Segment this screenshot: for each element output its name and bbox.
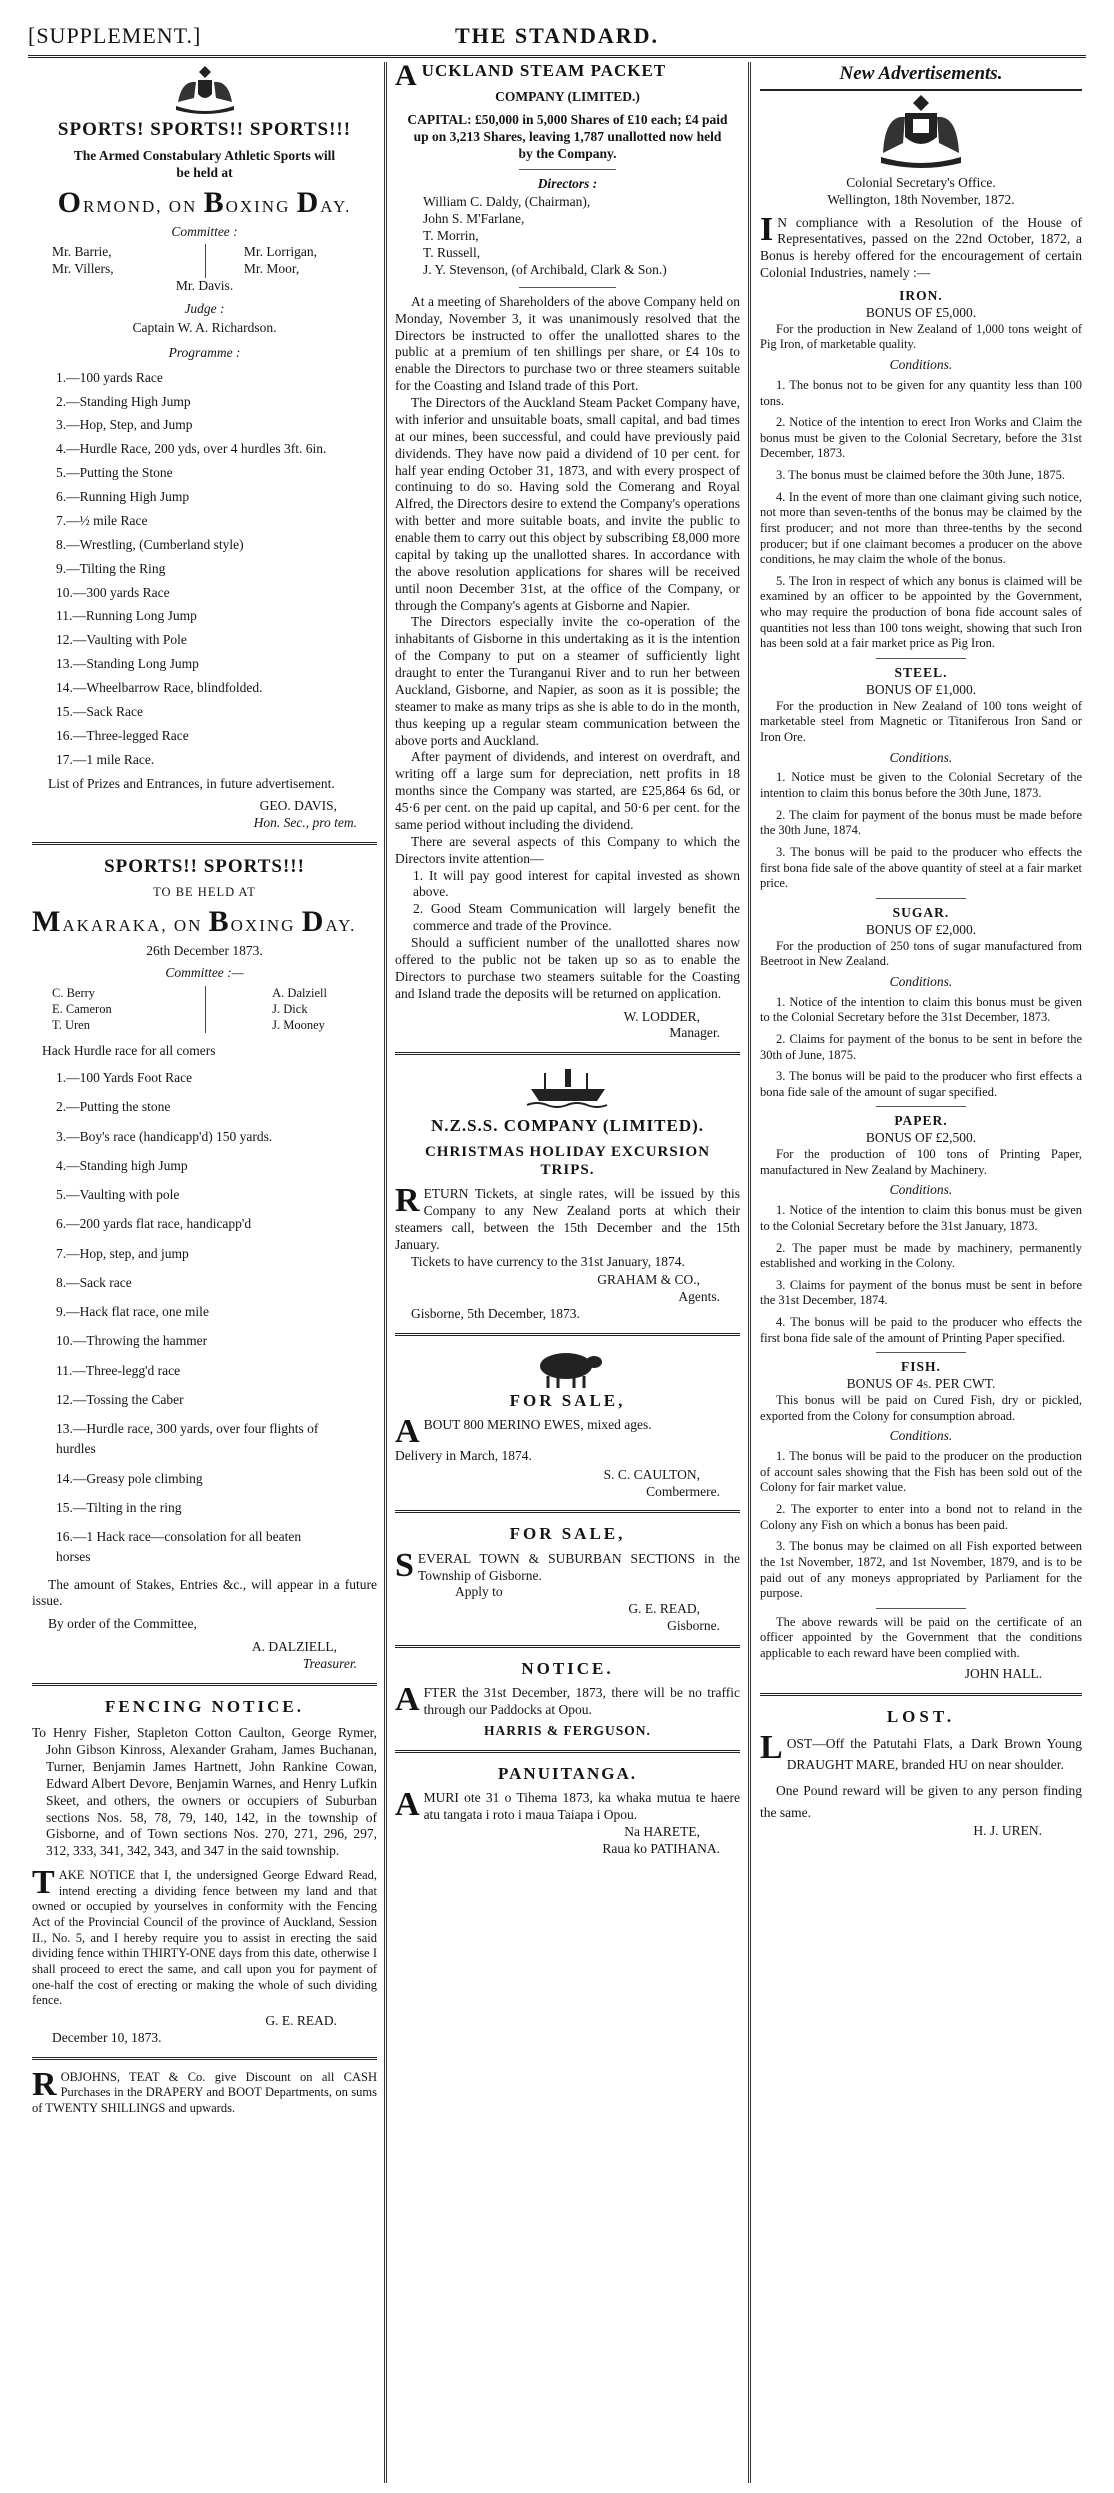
committee-member: J. Mooney [272, 1017, 325, 1032]
condition-item: 3. The bonus may be claimed on all Fish exported between the 1st November, 1872, and 1st November, 1879, and is to be paid out of any moneys appropriated by Parliament for the purpose. [760, 1539, 1082, 1601]
steel-bonus: BONUS OF £1,000. [865, 681, 977, 697]
director: William C. Daldy, (Chairman), [423, 194, 591, 210]
steam-item: 2. Good Steam Communication will largely benefit the commerce and trade of the Province. [413, 901, 740, 934]
conditions-label: Conditions. [889, 1182, 953, 1198]
signature-title: Agents. [678, 1289, 720, 1305]
condition-item: 1. The bonus will be paid to the producer on the production of account sales showing that the Fish has been sold out of the Colony for fair market value. [760, 1449, 1082, 1495]
condition-item: 3. The bonus will be paid to the producer who effects the first bona fide sale of the above quantity of steel at a fair market price. [760, 844, 1082, 891]
event-item: 3.—Hop, Step, and Jump [56, 417, 193, 433]
steam-paragraph: There are several aspects of this Company to which the Directors invite attention— [395, 833, 740, 866]
nzss-body2: Tickets to have currency to the 31st January, 1874. [411, 1253, 685, 1269]
judge-name: Captain W. A. Richardson. [132, 319, 277, 335]
event-item: 10.—Throwing the hammer [56, 1333, 208, 1349]
divider [395, 1510, 740, 1513]
sugar-bonus: BONUS OF £2,000. [865, 921, 977, 937]
director: J. Y. Stevenson, (of Archibald, Clark & Son.) [423, 261, 667, 277]
signature: Raua ko PATIHANA. [602, 1840, 720, 1856]
committee-member: Mr. Barrie, [52, 244, 112, 260]
office-name: Colonial Secretary's Office. [846, 174, 996, 190]
steam-subtitle: COMPANY (LIMITED.) [495, 89, 640, 104]
committee-left [52, 986, 112, 1033]
forsale2-title: FOR SALE, [509, 1524, 626, 1544]
lost-body [760, 1728, 1082, 1776]
robjohns-text: OBJOHNS, TEAT & Co. give Discount on all CASH Purchases in the DRAPERY and BOOT Departments, on sums of TWENTY SHILLINGS and upwards. [32, 2069, 377, 2115]
event-item: 7.—½ mile Race [56, 512, 148, 528]
fencing-date: December 10, 1873. [52, 2029, 162, 2045]
condition-item: 2. The paper must be made by machinery, permanently established and working in the Colony. [760, 1240, 1082, 1271]
office-date: Wellington, 18th November, 1872. [827, 191, 1015, 207]
panuitanga-title: PANUITANGA. [498, 1763, 637, 1783]
event-item: 11.—Three-legg'd race [56, 1362, 181, 1378]
committee-member: Mr. Davis. [175, 278, 234, 294]
nzss-title: N.Z.S.S. COMPANY (LIMITED). [430, 1116, 705, 1136]
sports1-note: List of Prizes and Entrances, in future advertisement. [48, 775, 335, 791]
event-item: 7.—Hop, step, and jump [56, 1245, 189, 1261]
location-text: OXING [225, 196, 291, 216]
steam-title [395, 62, 740, 92]
column-2 [395, 62, 740, 2483]
signature: Na HARETE, [624, 1823, 700, 1839]
committee-member: E. Cameron [52, 1001, 112, 1016]
condition-item: 2. The claim for payment of the bonus must be made before the 30th June, 1874. [760, 807, 1082, 838]
event-item: 1.—100 yards Race [56, 369, 163, 385]
signature: W. LODDER, [623, 1008, 700, 1024]
fencing-title: FENCING NOTICE. [105, 1696, 304, 1716]
committee-member: C. Berry [52, 986, 96, 1001]
directors-list [395, 194, 740, 278]
condition-item: 4. In the event of more than one claimant giving such notice, not more than seven-tenths of the bonus may be claimed by the first producer; and not more than three-tenths by the second producer; but if one claimant becomes a producer on the above conditions, he may claim the whole of the bonus. [760, 489, 1082, 567]
committee-right [272, 986, 357, 1033]
directors-label: Directors : [537, 175, 598, 191]
drop-cap: A [395, 1681, 420, 1719]
event-item: 15.—Sack Race [56, 703, 143, 719]
notice-body [395, 1681, 740, 1719]
forsale1-body2: Delivery in March, 1874. [395, 1447, 532, 1463]
event-item: 5.—Putting the Stone [56, 465, 173, 481]
location-text: OXING [230, 915, 296, 935]
conditions-label: Conditions. [889, 357, 953, 372]
event-item: 6.—Running High Jump [56, 489, 190, 504]
committee-left [52, 244, 114, 278]
event-item: 8.—Wrestling, (Cumberland style) [56, 536, 244, 552]
steam-paragraph: The Directors of the Auckland Steam Packet Company have, with inferior and unsuitable boats, small capital, and bad times at our mines, been successful, and could have previously paid dividends. They have now paid a dividend of 10 per cent. for half year ending October 31, 1873, and with every prospect of continuing to do so. Having sold the Comerang and Royal Alfred, the Directors desire to extend the Company's operations with better and more suitable boats, and invite the public to enable them to carry out this object by subscribing £8,000 more capital by taking up the unallotted shares. In accordance with the above resolution applications for shares will be received until noon December 31st, at the office of the Company, or through the Company's agents at Gisborne and Napier. [395, 395, 740, 613]
condition-item: 2. The exporter to enter into a bond not to reland in the Colony any Fish on which a bonus has been paid. [760, 1502, 1082, 1532]
steam-capital: CAPITAL: £50,000 in 5,000 Shares of £10 each; £4 paid up on 3,213 Shares, leaving 1,787 unallotted now held by the Company. [407, 111, 728, 161]
fish-conditions [760, 1449, 1082, 1602]
divider [395, 1333, 740, 1336]
fencing-notice [32, 1864, 377, 2009]
forsale1-title: FOR SALE, [509, 1391, 626, 1410]
forsale2-body [395, 1546, 740, 1585]
paper-desc: For the production of 100 tons of Printing Paper, manufactured in New Zealand by Machinery. [760, 1147, 1082, 1177]
fish-bonus: BONUS OF 4s. PER CWT. [846, 1376, 996, 1392]
event-item: 5.—Vaulting with pole [56, 1187, 180, 1202]
lost-text: OST—Off the Patutahi Flats, a Dark Brown Young DRAUGHT MARE, branded HU on near shoulder. [786, 1735, 1082, 1773]
signature: G. E. READ. [265, 2012, 337, 2028]
drop-cap: A [395, 62, 418, 92]
location-text: RMOND, ON [82, 196, 198, 216]
fish-desc: This bonus will be paid on Cured Fish, dry or pickled, exported from the Colony for consumption abroad. [760, 1393, 1082, 1423]
nzss-body [395, 1182, 740, 1254]
signature: H. J. UREN. [973, 1823, 1042, 1839]
signature: GEO. DAVIS, [259, 798, 337, 814]
signature-title: Combermere. [646, 1483, 720, 1499]
condition-item: 4. The bonus will be paid to the producer who effects the first bona fide sale of the amount of Printing Paper specified. [760, 1315, 1082, 1345]
divider [395, 1645, 740, 1648]
sports1-committee [32, 244, 377, 278]
divider [519, 169, 616, 170]
condition-item: 3. The bonus will be paid to the producer who first effects a bona fide sale of the amount of sugar specified. [760, 1069, 1082, 1099]
event-item: 2.—Putting the stone [56, 1099, 171, 1115]
steel-conditions [760, 770, 1082, 891]
condition-item: 2. Notice of the intention to erect Iron Works and Claim the bonus must be given to the Colonial Secretary, before the 31st December, 1873. [760, 415, 1082, 461]
signature: JOHN HALL. [964, 1665, 1042, 1681]
iron-conditions [760, 378, 1082, 652]
steel-desc: For the production in New Zealand of 100 tons weight of marketable steel from Magnetic or Titaniferous Iron Sand or Iron Ore. [760, 698, 1082, 744]
column-3 [760, 62, 1082, 2483]
steam-paragraph: The Directors especially invite the co-operation of the inhabitants of Gisborne in this undertaking as it is the intention of the Company to put on a steamer of sufficiently light draught to enter the Turanganui River and to run her between Auckland, Gisborne, and Napier, as soon as it is possible; the steamer to make as many trips as she is able to do in the month, thus keeping up a regular steam communication between the above ports and Auckland. [395, 614, 740, 748]
event-item: 6.—200 yards flat race, handicapp'd [56, 1216, 252, 1232]
divider [876, 898, 966, 899]
signature: G. E. READ, [628, 1601, 700, 1617]
committee-right [244, 244, 357, 278]
committee-member: Mr. Lorrigan, [243, 244, 317, 260]
director: T. Morrin, [423, 228, 479, 244]
bonus-intro-text: N compliance with a Resolution of the House of Representatives, passed on the 22nd October, 1872, a Bonus is hereby offered for the encouragement of certain Colonial Industries, namely :— [760, 214, 1082, 281]
supplement-label: [SUPPLEMENT.] [28, 23, 202, 48]
event-item: 11.—Running Long Jump [56, 608, 197, 624]
masthead [28, 22, 1086, 54]
event-item: 16.—1 Hack race—consolation for all beaten horses [56, 1529, 302, 1565]
divider [876, 1352, 966, 1353]
column-divider-1 [384, 62, 387, 2483]
sports2-title: SPORTS!! SPORTS!!! [104, 856, 305, 878]
event-item: 9.—Hack flat race, one mile [56, 1304, 209, 1319]
event-item: 17.—1 mile Race. [56, 751, 155, 767]
drop-cap: A [395, 1786, 420, 1824]
divider [395, 1750, 740, 1753]
sports2-events [32, 1068, 377, 1568]
drop-cap: M [32, 904, 63, 938]
drop-cap: I [760, 210, 774, 248]
committee-member: Mr. Moor, [243, 261, 300, 277]
forsale2-text: EVERAL TOWN & SUBURBAN SECTIONS in the Township of Gisborne. [417, 1550, 740, 1583]
coat-of-arms-icon [170, 62, 240, 114]
event-item: 13.—Hurdle race, 300 yards, over four flights of hurdles [56, 1421, 319, 1457]
condition-item: 5. The Iron in respect of which any bonus is claimed will be examined by an officer to be appointed by the Government, who may require the production of bona fide account sales of quantities not less than 100 tons weight, showing that such Iron has been sold at a fair market price as Pig Iron. [760, 573, 1082, 651]
location-text: AY. [320, 196, 352, 216]
programme-label: Programme : [168, 344, 241, 360]
steam-paragraph: After payment of dividends, and interest on overdraft, and writing off a large sum for depreciation, nett profits in 18 months since the Company was started, are £25,864 6s 6d, or 45·6 per cent. on the paid up capital, and 50·6 per cent. for the same period without including the dividend. [395, 749, 740, 832]
sports1-intro: The Armed Constabulary Athletic Sports will be held at [73, 147, 336, 180]
event-item: 12.—Vaulting with Pole [56, 632, 187, 648]
iron-bonus: BONUS OF £5,000. [865, 304, 977, 320]
panuitanga-text: MURI ote 31 o Tihema 1873, ka whaka mutua te haere atu tangata i roto i maua Taiapa i Opou. [423, 1790, 740, 1823]
director: John S. M'Farlane, [423, 211, 525, 227]
committee-member: J. Dick [272, 1001, 308, 1016]
column-1 [32, 62, 377, 2483]
signature: HARRIS & FERGUSON. [484, 1723, 651, 1739]
robjohns-notice [32, 2065, 377, 2117]
divider [876, 1106, 966, 1107]
divider [32, 842, 377, 845]
lost-reward: One Pound reward will be given to any person finding the same. [760, 1782, 1082, 1820]
condition-item: 1. The bonus not to be given for any quantity less than 100 tons. [760, 377, 1082, 408]
conditions-label: Conditions. [889, 973, 953, 989]
masthead-rule [28, 55, 1086, 58]
event-item: 10.—300 yards Race [56, 584, 170, 600]
event-item: 8.—Sack race [56, 1274, 132, 1290]
conditions-label: Conditions. [889, 1428, 953, 1444]
sports2-order: By order of the Committee, [48, 1616, 197, 1632]
event-item: 15.—Tilting in the ring [56, 1499, 182, 1515]
divider [760, 1693, 1082, 1696]
director: T. Russell, [423, 245, 481, 260]
new-advertisements-header: New Advertisements. [760, 62, 1082, 91]
drop-cap: L [760, 1728, 783, 1766]
conditions-label: Conditions. [889, 749, 953, 765]
sports2-date: 26th December 1873. [146, 942, 263, 958]
drop-cap: O [57, 185, 83, 219]
steam-paragraph: Should a sufficient number of the unallotted shares now offered to the public not be taken up so as to enable the Directors to purchase two steamers suitable for the Coasting and Island trade the deposits will be returned on application. [395, 935, 740, 1001]
steamship-icon [525, 1065, 611, 1111]
fencing-notice-text: AKE NOTICE that I, the undersigned George Edward Read, intend erecting a dividing fence between my land and that owned or occupied by yourselves in conformity with the Fencing Act of the Provincial Council of the province of Auckland, Session II., No. 5, and I hereby require you to assist in erecting the said dividing fence within THIRTY-ONE days from this date, otherwise I shall proceed to erect the same, and call upon you for payment of one-half the cost of erecting or making the whole of such dividing fence. [32, 1868, 377, 2008]
sugar-conditions [760, 995, 1082, 1101]
forsale1-text: BOUT 800 MERINO EWES, mixed ages. [423, 1417, 652, 1433]
sports2-committee-label: Committee :— [165, 965, 244, 981]
signature-title: Manager. [669, 1025, 720, 1041]
event-item: 12.—Tossing the Caber [56, 1391, 184, 1407]
divider [876, 658, 966, 659]
divider [32, 1683, 377, 1686]
steam-item: 1. It will pay good interest for capital invested as shown above. [413, 867, 740, 900]
condition-item: 1. Notice must be given to the Colonial Secretary of the intention to claim this bonus before the 30th June, 1873. [760, 770, 1082, 800]
event-item: 13.—Standing Long Jump [56, 656, 199, 672]
sports1-location [32, 185, 377, 219]
signature-title: Treasurer. [302, 1656, 357, 1671]
drop-cap: R [32, 2065, 57, 2103]
condition-item: 1. Notice of the intention to claim this bonus must be given to the Colonial Secretary before the 31st December, 1873. [760, 994, 1082, 1025]
paper-bonus: BONUS OF £2,500. [865, 1130, 977, 1146]
steel-title: STEEL. [894, 664, 948, 680]
lost-title: LOST. [886, 1706, 956, 1726]
steam-title-text: UCKLAND STEAM PACKET [421, 62, 667, 80]
sugar-title: SUGAR. [892, 904, 950, 920]
signature-title: Hon. Sec., pro tem. [253, 815, 357, 831]
condition-item: 1. Notice of the intention to claim this bonus must be given to the Colonial Secretary before the 31st January, 1873. [760, 1203, 1082, 1233]
forsale2-apply: Apply to [455, 1584, 503, 1600]
sheep-icon [530, 1346, 606, 1390]
condition-item: 3. Claims for payment of the bonus must be sent in before the 31st December, 1874. [760, 1277, 1082, 1308]
newspaper-title: THE STANDARD. [454, 23, 660, 48]
event-item: 1.—100 Yards Foot Race [56, 1070, 193, 1085]
event-item: 2.—Standing High Jump [56, 393, 191, 409]
event-item: 4.—Hurdle Race, 200 yds, over 4 hurdles 3ft. 6in. [56, 441, 327, 457]
drop-cap: A [395, 1413, 420, 1451]
bonus-closing: The above rewards will be paid on the certificate of an officer appointed by the Government that the conditions applicable to each reward have been complied with. [760, 1614, 1082, 1660]
notice-text: FTER the 31st December, 1873, there will be no traffic through our Paddocks at Opou. [423, 1685, 740, 1718]
column-divider-2 [748, 62, 751, 2483]
sports1-title: SPORTS! SPORTS!! SPORTS!!! [57, 119, 352, 140]
judge-label: Judge : [184, 301, 225, 316]
signature: S. C. CAULTON, [603, 1466, 700, 1482]
location-text: AY. [325, 915, 357, 935]
committee-member: Mr. Villers, [52, 261, 114, 277]
event-item: 3.—Boy's race (handicapp'd) 150 yards. [56, 1128, 273, 1144]
location-text: AKARAKA, ON [62, 915, 203, 935]
sports2-intro: Hack Hurdle race for all comers [42, 1043, 216, 1059]
steam-paragraph: At a meeting of Shareholders of the above Company held on Monday, November 3, it was unanimously resolved that the Directors be instructed to offer the unallotted shares to the public at a premium of ten shillings per share, or £4 10s to enable the Directors to purchase two or three steamers suitable for the Coasting and Island trade of this Port. [395, 293, 740, 394]
sugar-desc: For the production of 250 tons of sugar manufactured from Beetroot in New Zealand. [760, 938, 1082, 969]
drop-cap: S [395, 1546, 414, 1584]
nzss-subtitle: CHRISTMAS HOLIDAY EXCURSION TRIPS. [424, 1143, 711, 1179]
drop-cap: D [296, 185, 321, 219]
drop-cap: R [395, 1182, 420, 1219]
nzss-date: Gisborne, 5th December, 1873. [411, 1306, 580, 1322]
event-item: 4.—Standing high Jump [56, 1157, 188, 1173]
committee-member: A. Dalziell [272, 986, 327, 1001]
bonus-intro [760, 210, 1082, 283]
iron-desc: For the production in New Zealand of 1,000 tons weight of Pig Iron, of marketable quality. [760, 321, 1082, 352]
drop-cap: B [208, 904, 231, 938]
fish-title: FISH. [901, 1359, 941, 1375]
event-item: 14.—Wheelbarrow Race, blindfolded. [56, 680, 263, 695]
event-item: 9.—Tilting the Ring [56, 560, 166, 576]
condition-item: 3. The bonus must be claimed before the 30th June, 1875. [776, 468, 1065, 482]
sports2-committee [32, 986, 377, 1033]
paper-conditions [760, 1203, 1082, 1346]
fencing-addressees: To Henry Fisher, Stapleton Cotton Caulton, George Rymer, John Gibson Kinross, Alexander Graham, James Buchanan, Turner, Benjamin James Hartnett, John Rankine Cowan, Edward Albert Devore, Benjamin Warnes, and Henry Lufkin Skeet, and others, the owners or occupiers of Suburban sections Nos. 58, 78, 79, 140, 142, in the township of Gisborne, and of Town sections Nos. 270, 271, 296, 297, 312, 333, 341, 342, 343, and 347 in the said township. [32, 1725, 377, 1859]
divider [876, 1608, 966, 1609]
sports2-held: TO BE HELD AT [153, 884, 256, 899]
signature: GRAHAM & CO., [597, 1272, 700, 1288]
nzss-body-text: ETURN Tickets, at single rates, will be issued by this Company to any New Zealand ports at which their steamers call, between the 15th December and the 15th January. [395, 1186, 740, 1252]
notice-title: NOTICE. [521, 1659, 614, 1679]
committee-member: T. Uren [52, 1017, 90, 1032]
signature: A. DALZIELL, [251, 1639, 337, 1655]
sports2-note: The amount of Stakes, Entries &c., will appear in a future issue. [32, 1576, 377, 1609]
condition-item: 2. Claims for payment of the bonus to be sent in before the 30th of June, 1875. [760, 1031, 1082, 1062]
drop-cap: D [301, 904, 326, 938]
paper-title: PAPER. [894, 1113, 948, 1129]
iron-title: IRON. [899, 288, 943, 303]
drop-cap: T [32, 1864, 55, 1902]
royal-coat-of-arms-icon [873, 91, 969, 171]
sports2-location [32, 904, 377, 938]
event-item: 16.—Three-legged Race [56, 727, 189, 743]
divider [32, 2057, 377, 2060]
event-item: 14.—Greasy pole climbing [56, 1470, 203, 1486]
divider [519, 287, 616, 288]
signature-title: Gisborne. [667, 1618, 720, 1634]
sports1-events [32, 370, 377, 769]
steam-items [395, 868, 740, 936]
drop-cap: B [203, 185, 226, 219]
forsale1-body [395, 1413, 740, 1451]
panuitanga-body [395, 1786, 740, 1824]
divider [395, 1052, 740, 1055]
sports1-committee-label: Committee : [171, 223, 238, 239]
